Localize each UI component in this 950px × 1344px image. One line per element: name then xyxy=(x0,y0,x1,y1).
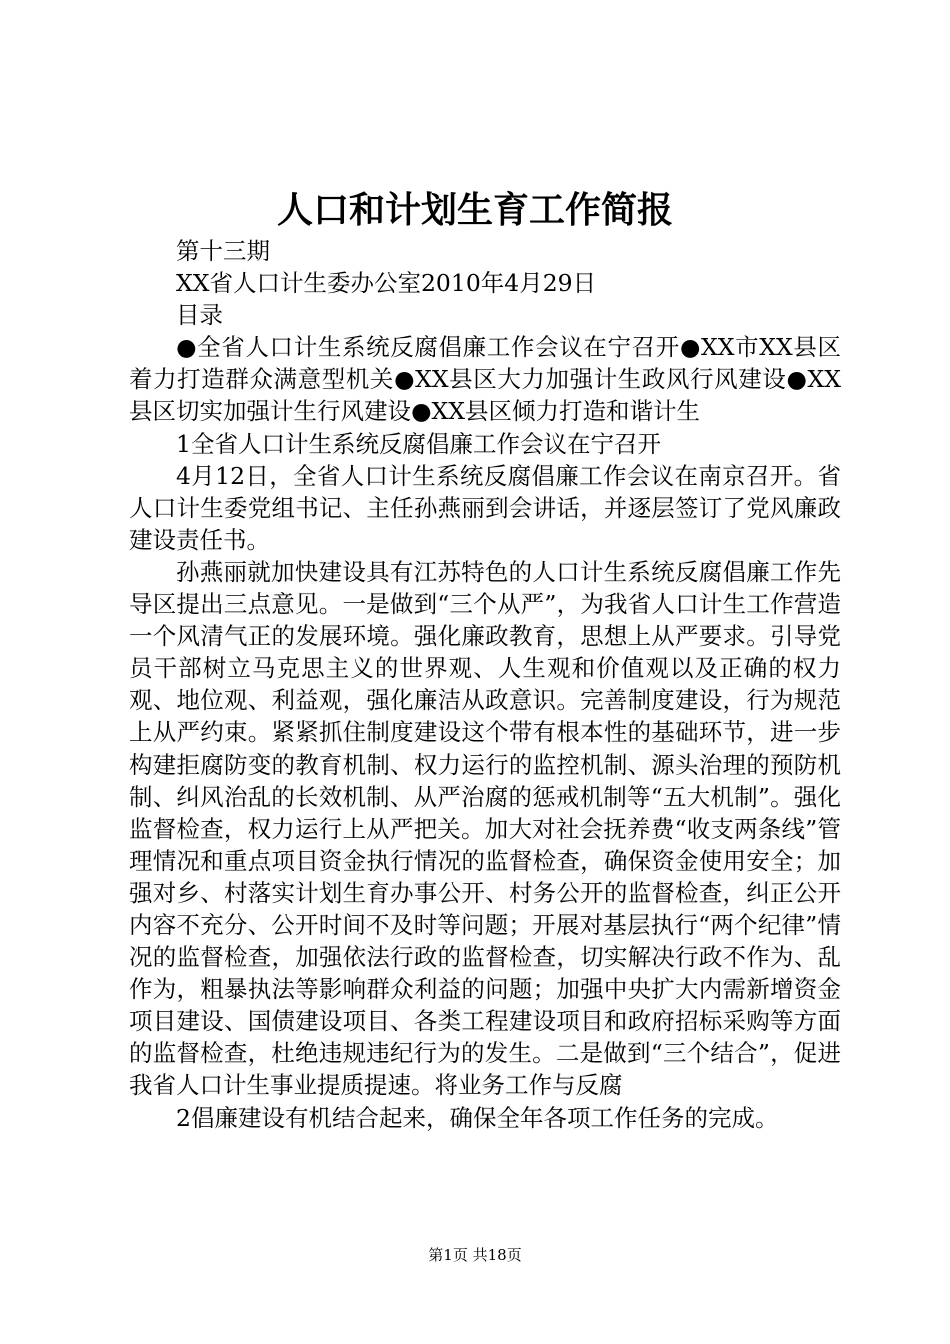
toc-items: ●全省人口计生系统反腐倡廉工作会议在宁召开●XX市XX县区着力打造群众满意型机关●XX县区大力加强计生政风行风建设●XX县区切实加强计生行风建设●XX县区倾力打造和谐计生 xyxy=(129,333,841,426)
toc-heading: 目录 xyxy=(176,301,223,330)
body-paragraph: 孙燕丽就加快建设具有江苏特色的人口计生系统反腐倡廉工作先导区提出三点意见。一是做到“三个从严”，为我省人口计生工作营造一个风清气正的发展环境。强化廉政教育，思想上从严要求。引导党员干部树立马克思主义的世界观、人生观和价值观以及正确的权力观、地位观、利益观，强化廉洁从政意识。完善制度建设，行为规范上从严约束。紧紧抓住制度建设这个带有根本性的基础环节，进一步构建拒腐防变的教育机制、权力运行的监控机制、源头治理的预防机制、纠风治乱的长效机制、从严治腐的惩戒机制等“五大机制”。强化监督检查，权力运行上从严把关。加大对社会抚养费“收支两条线”管理情况和重点项目资金执行情况的监督检查，确保资金使用安全；加强对乡、村落实计划生育办事公开、村务公开的监督检查，纠正公开内容不充分、公开时间不及时等问题；开展对基层执行“两个纪律”情况的监督检查，加强依法行政的监督检查，切实解决行政不作为、乱作为，粗暴执法等影响群众利益的问题；加强中央扩大内需新增资金项目建设、国债建设项目、各类工程建设项目和政府招标采购等方面的监督检查，杜绝违规违纪行为的发生。二是做到“三个结合”，促进我省人口计生事业提质提速。将业务工作与反腐 xyxy=(129,557,841,1100)
page-number-footer: 第1页 共18页 xyxy=(428,1246,522,1264)
section-heading: 1全省人口计生系统反腐倡廉工作会议在宁召开 xyxy=(176,429,661,458)
body-paragraph: 4月12日，全省人口计生系统反腐倡廉工作会议在南京召开。省人口计生委党组书记、主任孙燕丽到会讲话，并逐层签订了党风廉政建设责任书。 xyxy=(129,461,841,554)
issue-number: 第十三期 xyxy=(176,237,270,265)
issuer-date-line: XX省人口计生委办公室2010年4月29日 xyxy=(176,269,597,298)
body-paragraph: 2倡廉建设有机结合起来，确保全年各项工作任务的完成。 xyxy=(176,1103,779,1132)
document-body xyxy=(129,235,841,1134)
document-title: 人口和计划生育工作简报 xyxy=(276,189,673,231)
